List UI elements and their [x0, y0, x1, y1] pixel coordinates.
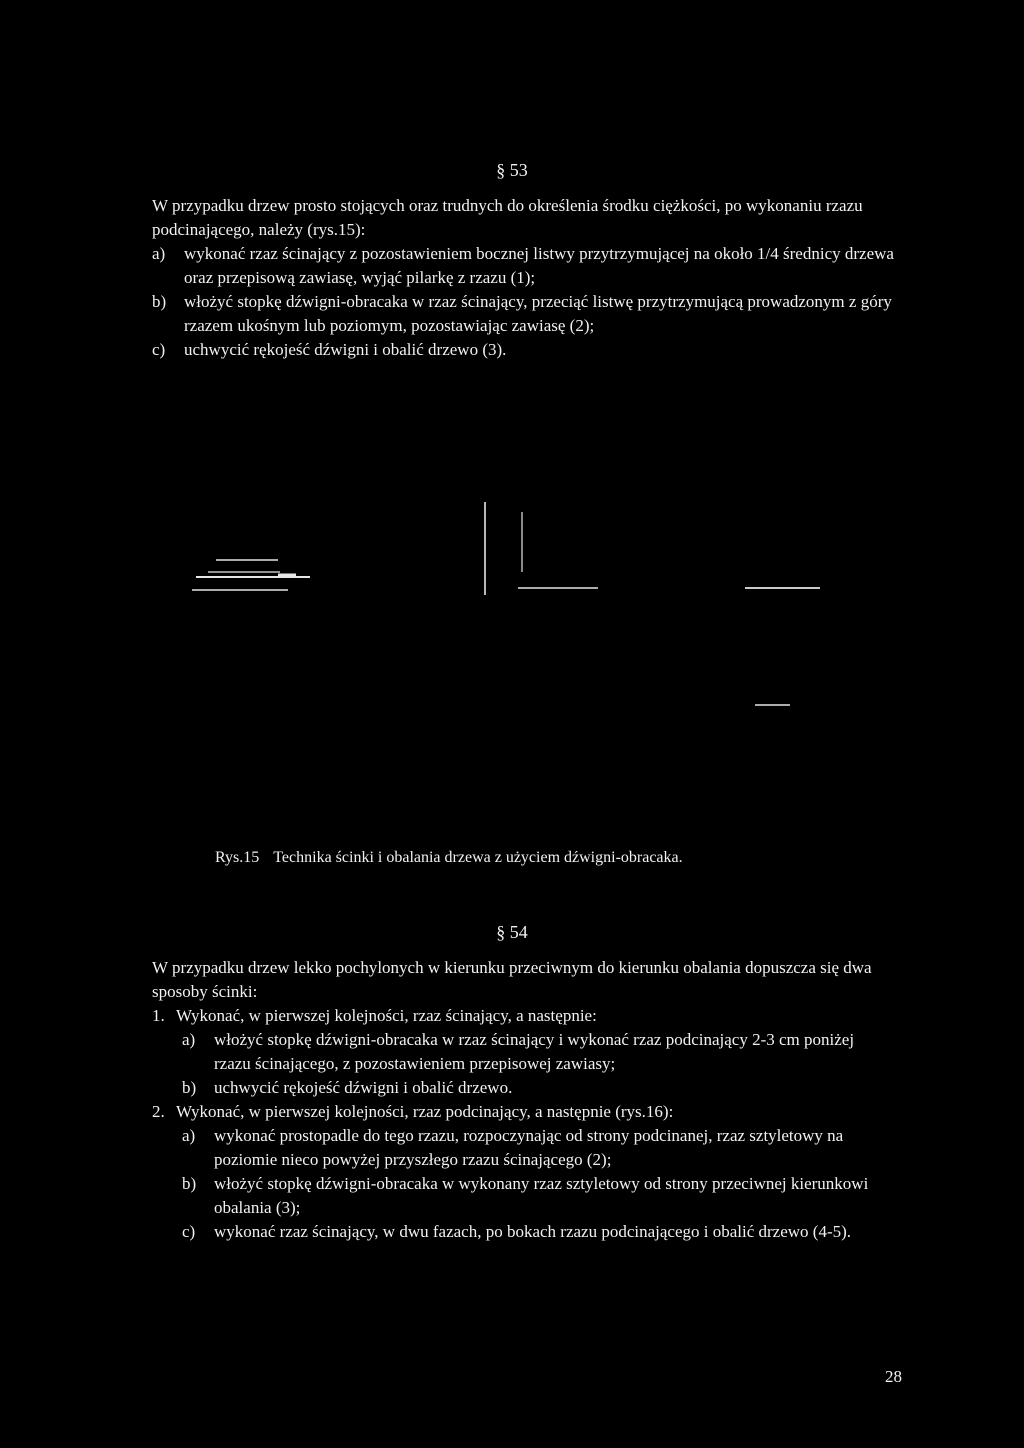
caption-text: Technika ścinki i obalania drzewa z użyciem dźwigni-obracaka.: [273, 849, 683, 866]
section-53-heading: § 53: [496, 160, 528, 180]
list-text: uchwycić rękojeść dźwigni i obalić drzewo (3).: [184, 340, 507, 359]
figure-panel-2: [485, 502, 598, 595]
list-item: [152, 338, 902, 362]
list-letter: b): [152, 292, 167, 311]
list-text: wykonać prostopadle do tego rzazu, rozpoczynając od strony podcinanej, rzaz sztyletowy na poziomie nieco powyżej przyszłego rzazu ścinającego (2);: [214, 1126, 844, 1169]
figure-panel-1: [192, 560, 310, 590]
list-letter: a): [182, 1030, 196, 1049]
section-54-heading: § 54: [496, 922, 528, 942]
list-item: [182, 1220, 892, 1244]
section-53-list: [152, 242, 902, 362]
list-item: [182, 1028, 892, 1076]
list-letter: c): [182, 1222, 196, 1241]
figure-rys-15: [150, 480, 870, 740]
list-text: włożyć stopkę dźwigni-obracaka w rzaz ścinający i wykonać rzaz podcinający 2-3 cm poniżej rzazu ścinającego, z pozostawieniem przepisowej zawiasy;: [214, 1030, 855, 1073]
figure-caption: [215, 846, 683, 870]
list-text: włożyć stopkę dźwigni-obracaka w wykonany rzaz sztyletowy od strony przeciwnej kierunkowi obalania (3);: [214, 1174, 869, 1217]
method-sublist: [182, 1124, 892, 1244]
list-letter: a): [152, 244, 166, 263]
page-number: 28: [885, 1367, 902, 1386]
method-text: Wykonać, w pierwszej kolejności, rzaz podcinający, a następnie (rys.16):: [176, 1102, 674, 1121]
list-item: [152, 242, 902, 290]
method-item: [152, 1100, 892, 1244]
method-sublist: [182, 1028, 892, 1100]
list-text: wykonać rzaz ścinający, w dwu fazach, po bokach rzazu podcinającego i obalić drzewo (4-5).: [214, 1222, 852, 1241]
section-53-intro: W przypadku drzew prosto stojących oraz trudnych do określenia środku ciężkości, po wykonaniu rzazu podcinającego, należy (rys.15):: [152, 196, 863, 239]
caption-label: Rys.15: [215, 849, 260, 866]
list-letter: c): [152, 340, 166, 359]
list-item: [182, 1172, 892, 1220]
list-letter: b): [182, 1078, 197, 1097]
list-item: [182, 1124, 892, 1172]
list-text: uchwycić rękojeść dźwigni i obalić drzewo.: [214, 1078, 513, 1097]
section-54-intro: W przypadku drzew lekko pochylonych w kierunku przeciwnym do kierunku obalania dopuszcza się dwa sposoby ścinki:: [152, 958, 872, 1001]
method-number: 1.: [152, 1006, 165, 1025]
list-item: [182, 1076, 892, 1100]
list-item: [152, 290, 902, 338]
list-letter: a): [182, 1126, 196, 1145]
figure-panel-3: [745, 588, 820, 705]
list-text: włożyć stopkę dźwigni-obracaka w rzaz ścinający, przeciąć listwę przytrzymującą prowadzonym z góry rzazem ukośnym lub poziomym, pozostawiając zawiasę (2);: [184, 292, 892, 335]
method-item: [152, 1004, 892, 1100]
section-54-methods: [152, 1004, 892, 1244]
list-text: wykonać rzaz ścinający z pozostawieniem bocznej listwy przytrzymującej na około 1/4 średnicy drzewa oraz przepisową zawiasę, wyjąć pilarkę z rzazu (1);: [184, 244, 894, 287]
list-letter: b): [182, 1174, 197, 1193]
method-number: 2.: [152, 1102, 165, 1121]
method-text: Wykonać, w pierwszej kolejności, rzaz ścinający, a następnie:: [176, 1006, 597, 1025]
